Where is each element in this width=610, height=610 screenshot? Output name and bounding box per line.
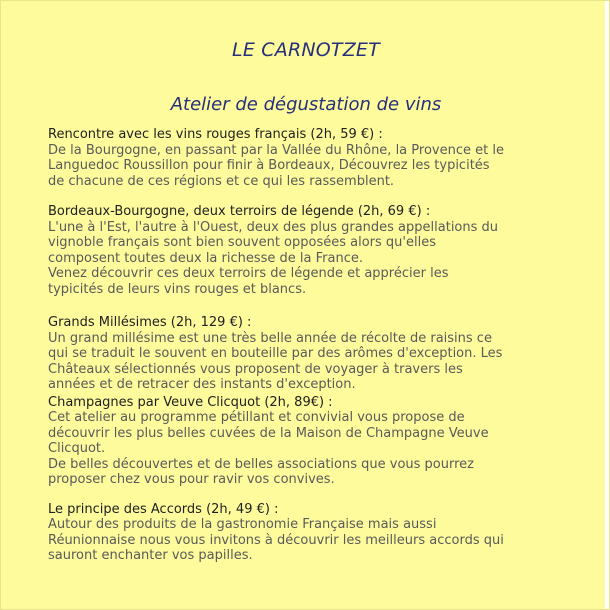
page-subtitle: Atelier de dégustation de vins: [170, 94, 442, 115]
workshop-text-line: années et de retracer des instants d'exception.: [48, 377, 356, 392]
workshop-list: [48, 127, 568, 564]
workshop-text-line: typicités de leurs vins rouges et blancs.: [48, 281, 307, 297]
workshop-text-line: de chacune de ces régions et ce qui les rassemblent.: [48, 173, 395, 189]
workshop-text-line: Un grand millésime est une très belle année de récolte de raisins ce: [48, 330, 492, 346]
workshop-heading: Rencontre avec les vins rouges français (2h, 59 €) :: [48, 127, 383, 142]
page-title: LE CARNOTZET: [232, 39, 380, 61]
workshop-rouges-francais: [48, 127, 568, 189]
workshop-text-line: Châteaux sélectionnés vous proposent de voyager à travers les: [48, 361, 463, 377]
workshop-text-line: Réunionnaise nous vous invitons à découvrir les meilleurs accords qui: [48, 532, 504, 548]
workshop-accords: [48, 502, 568, 564]
workshop-text-line: Cet atelier au programme pétillant et convivial vous propose de: [48, 410, 465, 425]
workshop-text-line: De belles découvertes et de belles associations que vous pourrez: [48, 456, 474, 472]
workshop-heading: Champagnes par Veuve Clicquot (2h, 89€) :: [48, 394, 333, 410]
workshop-text-line: découvrir les plus belles cuvées de la Maison de Champagne Veuve: [48, 425, 489, 441]
workshop-text-line: L'une à l'Est, l'autre à l'Ouest, deux des plus grandes appellations du: [48, 219, 499, 235]
workshop-text-line: qui se traduit le souvent en bouteille par des arômes d'exception. Les: [48, 346, 503, 361]
workshop-text-line: Clicquot.: [48, 441, 106, 456]
workshop-text-line: vignoble français sont bien souvent opposées alors qu'elles: [48, 235, 436, 250]
workshop-text-line: sauront enchanter vos papilles.: [48, 548, 253, 563]
workshop-text-line: Autour des produits de la gastronomie Française mais aussi: [48, 517, 437, 532]
workshop-text-line: Venez découvrir ces deux terroirs de légende et apprécier les: [48, 266, 449, 281]
workshop-text-line: proposer chez vous pour ravir vos convives.: [48, 472, 335, 487]
workshop-heading: Bordeaux-Bourgogne, deux terroirs de légende (2h, 69 €) :: [48, 204, 431, 219]
workshop-text-line: Languedoc Roussillon pour finir à Bordeaux, Découvrez les typicités: [48, 158, 490, 173]
workshop-text-line: De la Bourgogne, en passant par la Vallée du Rhône, la Provence et le: [48, 142, 504, 158]
page-edge: [605, 1, 609, 610]
workshop-heading: Le principe des Accords (2h, 49 €) :: [48, 501, 279, 517]
workshop-champagnes: [48, 395, 568, 488]
workshop-grands-millesimes: [48, 315, 568, 393]
workshop-bordeaux-bourgogne: [48, 204, 568, 297]
workshop-text-line: composent toutes deux la richesse de la France.: [48, 250, 363, 266]
workshop-heading: Grands Millésimes (2h, 129 €) :: [48, 315, 252, 330]
